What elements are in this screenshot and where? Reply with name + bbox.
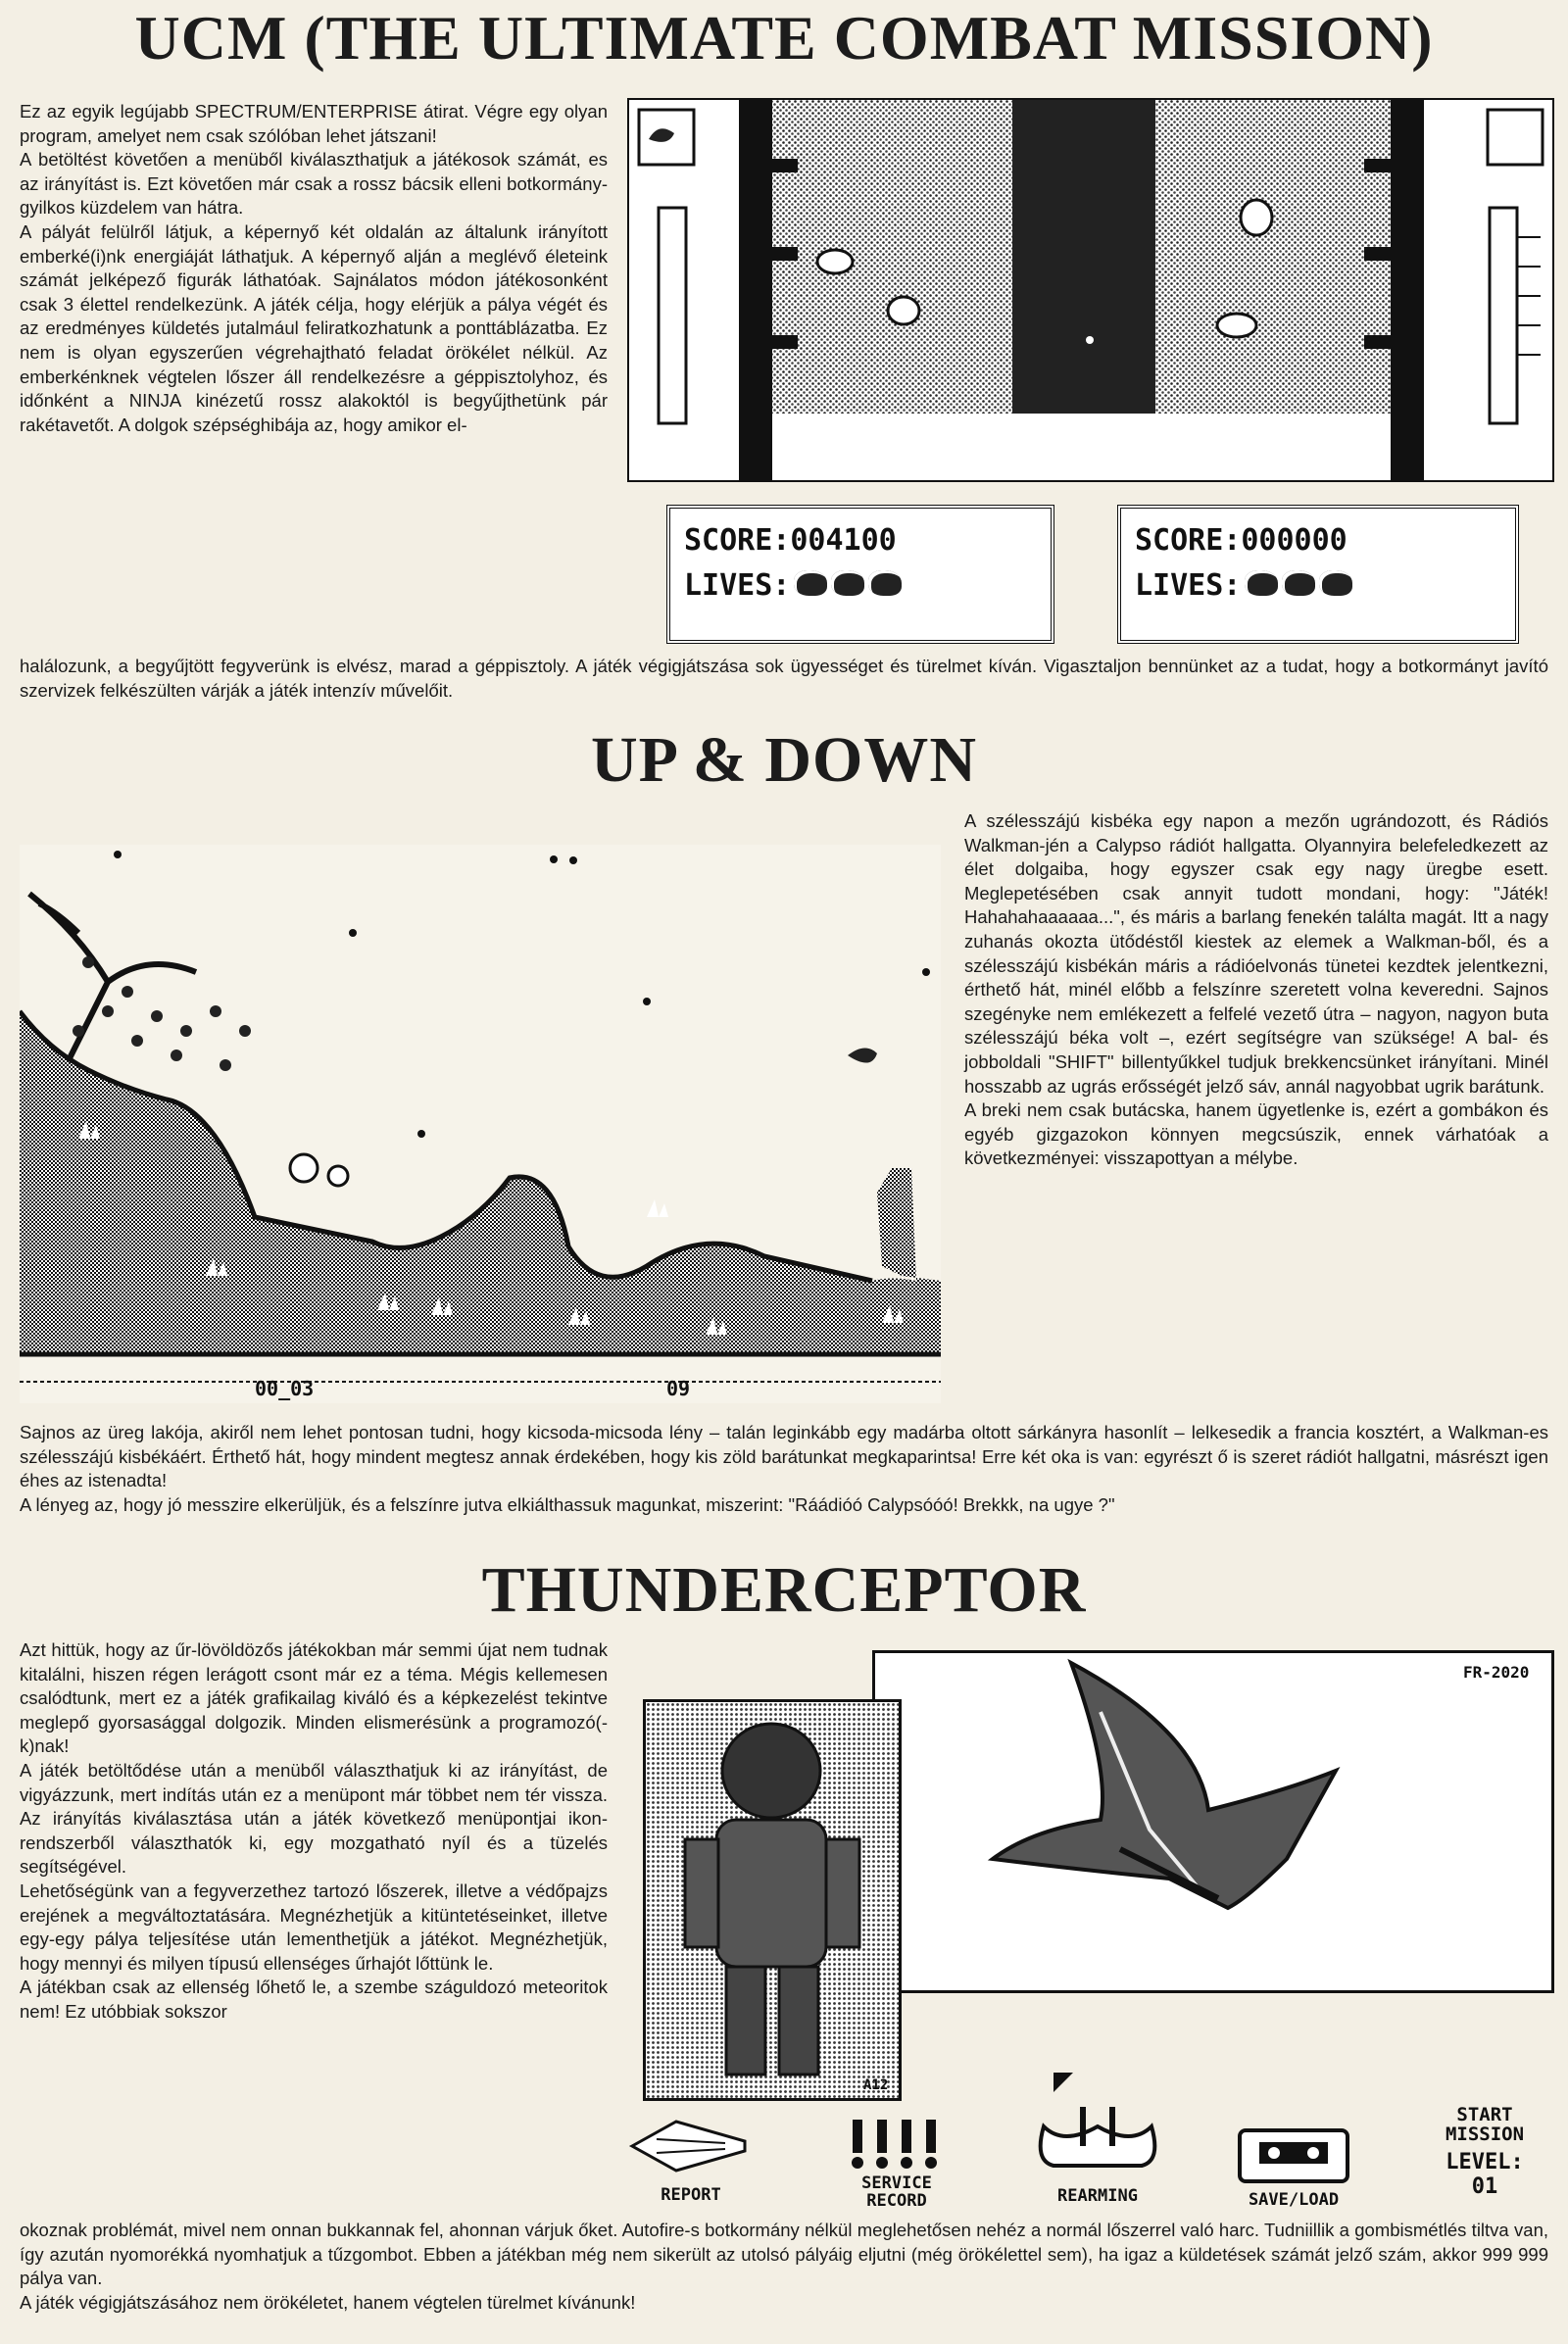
thunderceptor-closing-paragraph: okoznak problémát, mivel nem onnan bukkannak fel, ahonnan várjuk őket. Autofire-s botkormány nélkül meglehetősen nehéz a normál lőszerrel való harc. Tudniillik a gombismétlés tiltva van, így azután nyomorékká nyomhatjuk a tűzgombot. Ebben a játékban még nem sikerült az utolsó pályáig eljutni (még örökélettel sem), ha igaz a küldetések számát jelző szám, akkor 999 999 pálya van. bbox=[20, 2220, 1548, 2289]
report-menu-item[interactable] bbox=[627, 2112, 755, 2210]
player1-score: SCORE:004100 bbox=[684, 523, 897, 558]
updown-closing-paragraph: A lényeg az, hogy jó messzire elkerüljük, és a felszínre jutva elkiálthassuk magunkat, miszerint: "Ráádióó Calypsóóó! Brekkk, na ugye ?" bbox=[20, 1493, 1115, 1515]
updown-paragraph: A szélesszájú kisbéka egy napon a mezőn ugrándozott, és Rádiós Walkman-jén a Calypso rádiót hallgatta. Olyannyira belefeledkezett az élet dolgaiba, hogy egyszer csak egy nagy üregbe esett. Meglepetésében csak annyit tudott mondani, hogy: "Játék! Hahahahaaaaaa...", és máris a barlang fenekén találta magát. Itt a nagy zuhanás okozta ütődéstől kiestek az elemek a Walkman-ből, és a szélesszájú kisbékán máris a rádióelvonás tünetei kezdtek jelentkezni, érthető hát, minél előbb a felszínre szeretett volna keveredni. Sajnos szegényke nem emlékezett a felfelé vezető útra – nagyon, nagyon buta szélesszájú béka volt –, ezért segítségre van szüksége! A bal- és jobboldali "SHIFT" billentyűkkel tudjuk brekkencsünket irányítani. Minél hosszabb az ugrás erősségét jelző sáv, annál nagyobbat ugrik barátunk. bbox=[964, 810, 1548, 1097]
thunderceptor-pilot-screenshot bbox=[643, 1699, 902, 2101]
ucm-intro-column bbox=[20, 100, 608, 437]
updown-screenshot bbox=[20, 845, 941, 1403]
player2-score-panel bbox=[1117, 505, 1519, 644]
save-load-label: SAVE/LOAD bbox=[1248, 2190, 1340, 2210]
thunderceptor-paragraph: A játékban csak az ellenség lőhető le, a szembe száguldozó meteoritok nem! Ez utóbbiak sokszor bbox=[20, 1977, 608, 2022]
thunderceptor-ship-screenshot bbox=[872, 1650, 1554, 1993]
ucm-paragraph: A betöltést követően a menüből kiválaszthatjuk a játékosok számát, es az irányítást is. Ezt követően már csak a rossz bácsik elleni botkormány-gyilkos küzdelem van hátra. bbox=[20, 149, 608, 219]
player1-score-panel bbox=[666, 505, 1054, 644]
start-mission-button[interactable] bbox=[1421, 2105, 1548, 2213]
pilot-code: A12 bbox=[863, 2077, 889, 2093]
updown-hud-right: 09 bbox=[666, 1377, 691, 1400]
thunderceptor-paragraph: Azt hittük, hogy az űr-lövöldözős játékokban már semmi újat nem tudnak kitalálni, hiszen régen lerágott csont már ez a téma. Mégis kellemesen csalódtunk, mert ez a játék grafikailag kiváló és a képkezelést tekintve meglepő gyorsasággal dolgozik. Minden elismerésünk a programozó(-k)nak! bbox=[20, 1639, 608, 1757]
ucm-game-scene bbox=[629, 100, 1552, 480]
updown-closing-paragraph: Sajnos az üreg lakója, akiről nem lehet pontosan tudni, hogy kicsoda-micsoda lény – talán leginkább egy madárba oltott sárkányra hasonlít – lelkesedik a francia kosztért, a Walkman-es szélesszájú kisbékáért. Érthető hát, hogy mindent megtesz annak érdekében, hogy kis zöld barátunkat megkaparintsa! Erre két oka is van: egyrészt ő is szeret rádiót hallgatni, másrészt igen éhes az istenadta! bbox=[20, 1422, 1548, 1491]
thunderceptor-paragraph: A játék betöltődése után a menüből választhatjuk ki az irányítást, de vigyázzunk, mert indítás után ez a menüpont már többet nem tér vissza. Az irányítás kiválasztása után a játék következő menüpontjai ikon-rendszerből választhatók ki, egy mozgatható nyíl és a tüzelés segítségével. bbox=[20, 1759, 608, 1878]
report-label: REPORT bbox=[661, 2185, 721, 2205]
player1-lives-label: LIVES: bbox=[684, 568, 791, 603]
service-record-label: SERVICE RECORD bbox=[861, 2173, 932, 2211]
report-icon bbox=[627, 2112, 755, 2180]
ucm-closing-paragraph: halálozunk, a begyűjtött fegyverünk is elvész, marad a géppisztoly. A játék végigjátszása sok ügyességet és türelmet kíván. Vigasztaljon bennünket az a tudat, hogy a botkormányt javító szervizek felkészülten várják a játék intenzív művelőit. bbox=[20, 656, 1548, 701]
ship-code: FR-2020 bbox=[1463, 1663, 1530, 1682]
spaceship-image bbox=[875, 1653, 1551, 1990]
thunderceptor-intro-column bbox=[20, 1638, 608, 2025]
thunderceptor-paragraph: Lehetőségünk van a fegyverzethez tartozó lőszerek, illetve a védőpajzs erejének a megváltoztatására. Megnézhetjük a kitüntetéseinket, illetve egy-egy pálya teljesítése után lementhetjük a játékot. Megnézhetjük, hogy mennyi és milyen típusú ellenséges űrhajót lőttünk le. bbox=[20, 1880, 608, 1974]
thunderceptor-title: THUNDERCEPTOR bbox=[481, 1554, 1087, 1626]
thunderceptor-closing-text bbox=[20, 2219, 1548, 2315]
rearming-label: REARMING bbox=[1057, 2186, 1138, 2206]
start-mission-label: START MISSION bbox=[1445, 2104, 1525, 2145]
rearming-menu-item[interactable] bbox=[1024, 2068, 1171, 2215]
ucm-paragraph: A pályát felülről látjuk, a képernyő két oldalán az általunk irányított emberké(i)nk energiáját láthatjuk. A képernyő alján a meglévő életeink számát jelképező figurák láthatóak. Sajnálatos módon játékosonként csak 3 élettel rendelkezünk. A játék célja, hogy elérjük a pálya végét és az eredményes küldetés jutalmául feliratkozhatunk a ponttáblázatba. Ez nem is olyan egyszerűen végrehajtható feladat örökélet nélkül. Az emberkénknek végtelen lőszer áll rendelkezésre a géppisztolyhoz, és időnként a NINJA kinézetű rossz alakoktól is begyűjthetünk pár rakétavetőt. A dolgok szépséghibája az, hogy amikor el- bbox=[20, 220, 608, 435]
lives-icons bbox=[790, 564, 902, 610]
updown-title: UP & DOWN bbox=[591, 724, 977, 796]
ucm-screenshot bbox=[627, 98, 1554, 482]
service-record-icon bbox=[833, 2112, 960, 2171]
player2-score: SCORE:000000 bbox=[1135, 523, 1348, 558]
thunderceptor-closing-paragraph: A játék végigjátszásához nem örökéletet, hanem végtelen türelmet kívánunk! bbox=[20, 2291, 636, 2313]
level-label: LEVEL: bbox=[1446, 2150, 1524, 2174]
pilot-image bbox=[646, 1702, 899, 2098]
updown-closing-text bbox=[20, 1421, 1548, 1517]
cassette-icon bbox=[1230, 2126, 1357, 2185]
ucm-title: UCM (THE ULTIMATE COMBAT MISSION) bbox=[134, 3, 1434, 73]
save-load-menu-item[interactable] bbox=[1230, 2126, 1357, 2215]
service-record-menu-item[interactable] bbox=[833, 2112, 960, 2210]
level-value: 01 bbox=[1471, 2174, 1498, 2199]
updown-paragraph: A breki nem csak butácska, hanem ügyetlenke is, ezért a gombákon és egyéb gizgazokon könnyen megcsúszik, ennek várhatóak a következményei: visszapottyan a mélybe. bbox=[964, 1099, 1548, 1169]
ucm-paragraph: Ez az egyik legújabb SPECTRUM/ENTERPRISE átirat. Végre egy olyan program, amelyet nem csak szólóban lehet játszani! bbox=[20, 101, 608, 146]
player2-lives-label: LIVES: bbox=[1135, 568, 1242, 603]
lives-icons bbox=[1241, 564, 1352, 610]
pointer-arrow-icon bbox=[1054, 2073, 1073, 2092]
updown-story-column bbox=[964, 809, 1548, 1171]
updown-game-scene bbox=[20, 845, 941, 1403]
updown-hud-left: 00_03 bbox=[255, 1377, 315, 1400]
rearming-icon bbox=[1024, 2068, 1171, 2175]
